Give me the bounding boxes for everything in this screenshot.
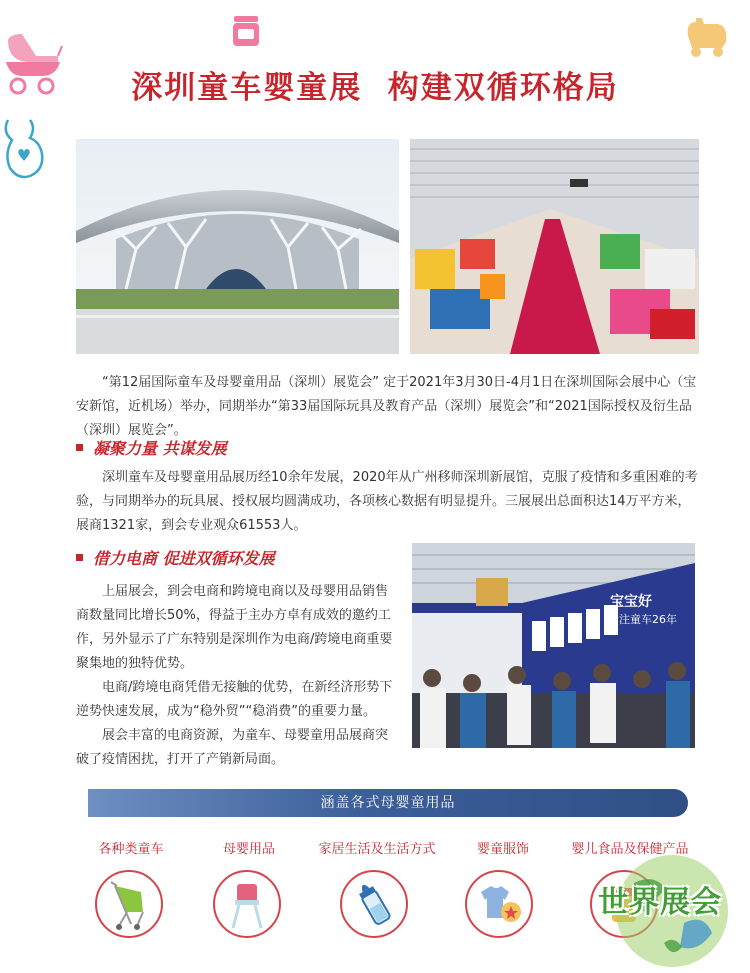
intro-paragraph: “第12届国际童车及母婴童用品（深圳）展览会” 定于2021年3月30日-4月1日在深圳国际会展中心（宝安新馆，近机场）举办，同期举办“第33届国际玩具及教育产品（深圳）展览会”和“2021国际授权及衍生品（深圳）展览会”。 xyxy=(76,375,697,438)
categories-banner: 涵盖各式母婴童用品 xyxy=(88,789,688,817)
booth-sign-brand: 宝宝好 xyxy=(610,594,652,610)
baby-clothes-icon xyxy=(467,872,531,936)
section1-heading xyxy=(76,436,227,459)
intro-block xyxy=(76,371,699,443)
section2-heading xyxy=(76,546,275,569)
category-label-apparel: 婴童服饰 xyxy=(476,842,529,857)
section2-body xyxy=(76,580,396,772)
watermark-text: 世界展会 xyxy=(598,885,722,920)
section2-paragraph-1: 上届展会，到会电商和跨境电商以及母婴用品销售商数量同比增长50%，得益于主办方卓有成效的邀约工作，另外显示了广东特别是深圳作为电商/跨境电商重要聚集地的独特优势。 xyxy=(76,584,393,671)
exhibition-hall-photo xyxy=(410,139,699,354)
convention-center-photo xyxy=(76,139,399,354)
booth-sign-slogan: 专注童车26年 xyxy=(608,613,677,626)
section1-paragraph: 深圳童车及母婴童用品展历经10余年发展，2020年从广州移师深圳新展馆，克服了疫情和多重困难的考验，与同期举办的玩具展、授权展均圆满成功，各项核心数据有明显提升。三展展出总面积达14万平方米，展商1321家，到会专业观众61553人。 xyxy=(76,470,698,533)
toy-chair-icon xyxy=(684,16,730,60)
square-bullet-icon xyxy=(76,554,83,561)
category-circle-apparel xyxy=(465,870,533,938)
square-bullet-icon xyxy=(76,444,83,451)
bib-icon xyxy=(0,118,48,184)
category-label-maternity: 母婴用品 xyxy=(222,842,275,857)
page-title: 深圳童车婴童展 构建双循环格局 xyxy=(131,70,619,106)
jar-icon xyxy=(231,14,261,48)
category-label-strollers: 各种类童车 xyxy=(98,842,164,857)
category-label-home: 家居生活及生活方式 xyxy=(318,842,436,857)
section2-paragraph-2: 电商/跨境电商凭借无接触的优势，在新经济形势下逆势快速发展，成为“稳外贸”“稳消费”的重要力量。 xyxy=(76,680,393,719)
section2-heading-text: 借力电商 促进双循环发展 xyxy=(93,549,275,568)
category-circle-maternity xyxy=(213,870,281,938)
category-circle-strollers xyxy=(95,870,163,938)
category-circle-home xyxy=(340,870,408,938)
high-chair-icon xyxy=(215,872,279,936)
booth-photo xyxy=(412,543,695,748)
section1-body xyxy=(76,466,699,538)
baby-bottle-icon xyxy=(342,872,406,936)
category-label-food: 婴儿食品及保健产品 xyxy=(571,842,689,857)
section2-paragraph-3: 展会丰富的电商资源，为童车、母婴童用品展商突破了疫情困扰，打开了产销新局面。 xyxy=(76,728,389,767)
stroller-icon xyxy=(97,872,161,936)
watermark xyxy=(594,843,750,973)
section1-heading-text: 凝聚力量 共谋发展 xyxy=(93,439,227,458)
